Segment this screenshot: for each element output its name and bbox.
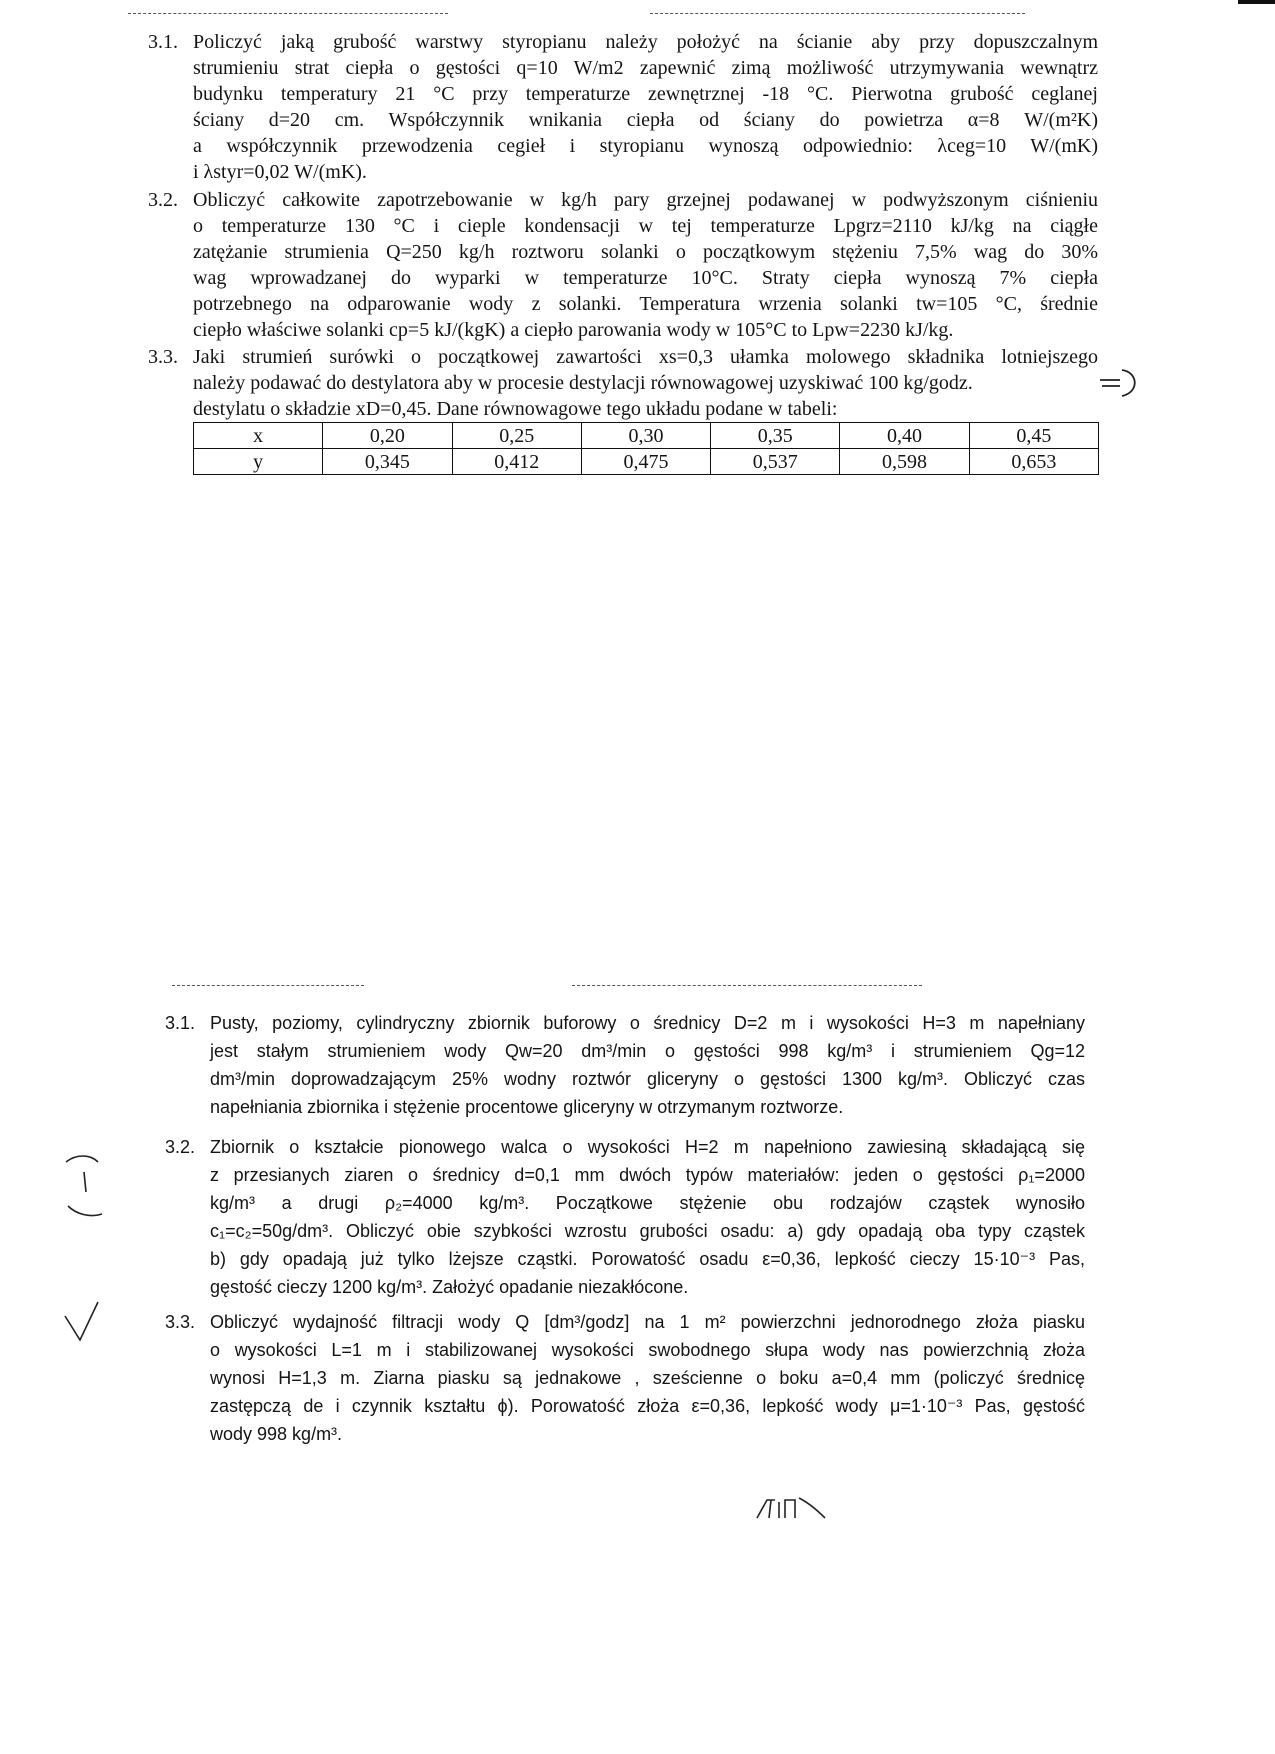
text-line: wag wprowadzanej do wyparki w temperaturze 10°C. Straty ciepła wynoszą 7% ciepła [193,267,1098,289]
table-cell: 0,653 [969,449,1098,475]
handwritten-initials-mark [755,1494,827,1522]
text-line: strumieniu strat ciepła o gęstości q=10 W/m2 zapewnić zimą możliwość utrzymywania wewnątrz [193,57,1098,79]
text-line: potrzebnego na odparowanie wody z solanki. Temperatura wrzenia solanki tw=105 °C, średnie [193,293,1098,315]
problem-number: 3.3. [165,1312,196,1332]
text-line: c₁=c₂=50g/dm³. Obliczyć obie szybkości wzrostu grubości osadu: a) gdy opadają oba typy cząstek [210,1221,1085,1241]
text-line: dm³/min doprowadzającym 25% wodny roztwór gliceryny o gęstości 1300 kg/m³. Obliczyć czas [210,1069,1085,1089]
table-cell: 0,30 [581,423,710,449]
table-cell: 0,412 [452,449,581,475]
text-line: zastępczą de i czynnik kształtu ϕ). Porowatość złoża ε=0,36, lepkość wody μ=1·10⁻³ Pas, gęstość [210,1396,1085,1416]
table-cell: x [194,423,323,449]
handwritten-arrow-mark [1098,366,1146,400]
table-cell: 0,45 [969,423,1098,449]
text-line: Jaki strumień surówki o początkowej zawartości xs=0,3 ułamka molowego składnika lotniejszego [193,346,1098,368]
text-line: budynku temperatury 21 °C przy temperaturze zewnętrznej -18 °C. Pierwotna grubość ceglanej [193,83,1098,105]
table-cell: y [194,449,323,475]
text-line: ciepło właściwe solanki cp=5 kJ/(kgK) a ciepło parowania wody w 105°C to Lpw=2230 kJ/kg. [193,319,954,341]
table-row-y [194,449,1099,475]
table-cell: 0,25 [452,423,581,449]
text-line: wody 998 kg/m³. [210,1424,343,1444]
text-line: napełniania zbiornika i stężenie procentowe gliceryny w otrzymanym roztworze. [210,1097,844,1117]
equilibrium-table [193,422,1099,475]
table-cell: 0,475 [581,449,710,475]
table-cell: 0,40 [840,423,969,449]
table-cell: 0,35 [711,423,840,449]
text-line: Zbiornik o kształcie pionowego walca o wysokości H=2 m napełniono zawiesiną składającą się [210,1137,1085,1157]
text-line: Obliczyć całkowite zapotrzebowanie w kg/h pary grzejnej podawanej w podwyższonym ciśnieniu [193,189,1098,211]
problem-number: 3.1. [148,31,178,53]
problem-number: 3.2. [148,189,178,211]
text-line: zatężanie strumienia Q=250 kg/h roztworu solanki o początkowym stężeniu 7,5% wag do 30% [193,241,1098,263]
handwritten-bracket-mark [62,1148,106,1228]
text-line: Obliczyć wydajność filtracji wody Q [dm³/godz] na 1 m² powierzchni jednorodnego złoża piasku [210,1312,1085,1332]
text-line: wynosi H=1,3 m. Ziarna piasku są jednakowe , sześcienne o boku a=0,4 mm (policzyć średnicę [210,1368,1085,1388]
text-line: ściany d=20 cm. Współczynnik wnikania ciepła od ściany do powietrza α=8 W/(m²K) [193,109,1098,131]
problem-number: 3.1. [165,1013,196,1033]
problem-number: 3.3. [148,346,178,368]
text-line: o temperaturze 130 °C i cieple kondensacji w tej temperaturze Lpgrz=2110 kJ/kg na ciągłe [193,215,1098,237]
top-rule-left [128,13,448,14]
text-line: kg/m³ a drugi ρ₂=4000 kg/m³. Początkowe stężenie obu rodzajów cząstek wynosiło [210,1193,1085,1213]
table-cell: 0,537 [711,449,840,475]
text-line: destylatu o składzie xD=0,45. Dane równowagowe tego układu podane w tabeli: [193,398,838,420]
table-row-x [194,423,1099,449]
text-line: Pusty, poziomy, cylindryczny zbiornik buforowy o średnicy D=2 m i wysokości H=3 m napełniany [210,1013,1085,1033]
text-line: i λstyr=0,02 W/(mK). [193,161,367,183]
text-line: Policzyć jaką grubość warstwy styropianu należy położyć na ścianie aby przy dopuszczalnym [193,31,1098,53]
handwritten-check-mark [62,1298,102,1344]
text-line: należy podawać do destylatora aby w procesie destylacji równowagowej uzyskiwać 100 kg/godz. [193,372,973,394]
text-line: a współczynnik przewodzenia cegieł i styropianu wynoszą odpowiednio: λceg=10 W/(mK) [193,135,1098,157]
middle-rule-left [172,985,364,986]
problem-number: 3.2. [165,1137,196,1157]
table-cell: 0,20 [323,423,452,449]
middle-rule-right [572,985,922,986]
corner-mark [1238,0,1275,4]
text-line: gęstość cieczy 1200 kg/m³. Założyć opadanie niezakłócone. [210,1277,689,1297]
table-cell: 0,345 [323,449,452,475]
text-line: z przesianych ziaren o średnicy d=0,1 mm dwóch typów materiałów: jeden o gęstości ρ₁=2000 [210,1165,1085,1185]
text-line: o wysokości L=1 m i stabilizowanej wysokości swobodnego słupa wody nas powierzchnią złoża [210,1340,1085,1360]
table-cell: 0,598 [840,449,969,475]
text-line: b) gdy opadają już tylko lżejsze cząstki. Porowatość osadu ε=0,36, lepkość cieczy 15·10⁻³ Pas, [210,1249,1085,1269]
text-line: jest stałym strumieniem wody Qw=20 dm³/min o gęstości 998 kg/m³ i strumieniem Qg=12 [210,1041,1085,1061]
top-rule-right [650,13,1025,14]
